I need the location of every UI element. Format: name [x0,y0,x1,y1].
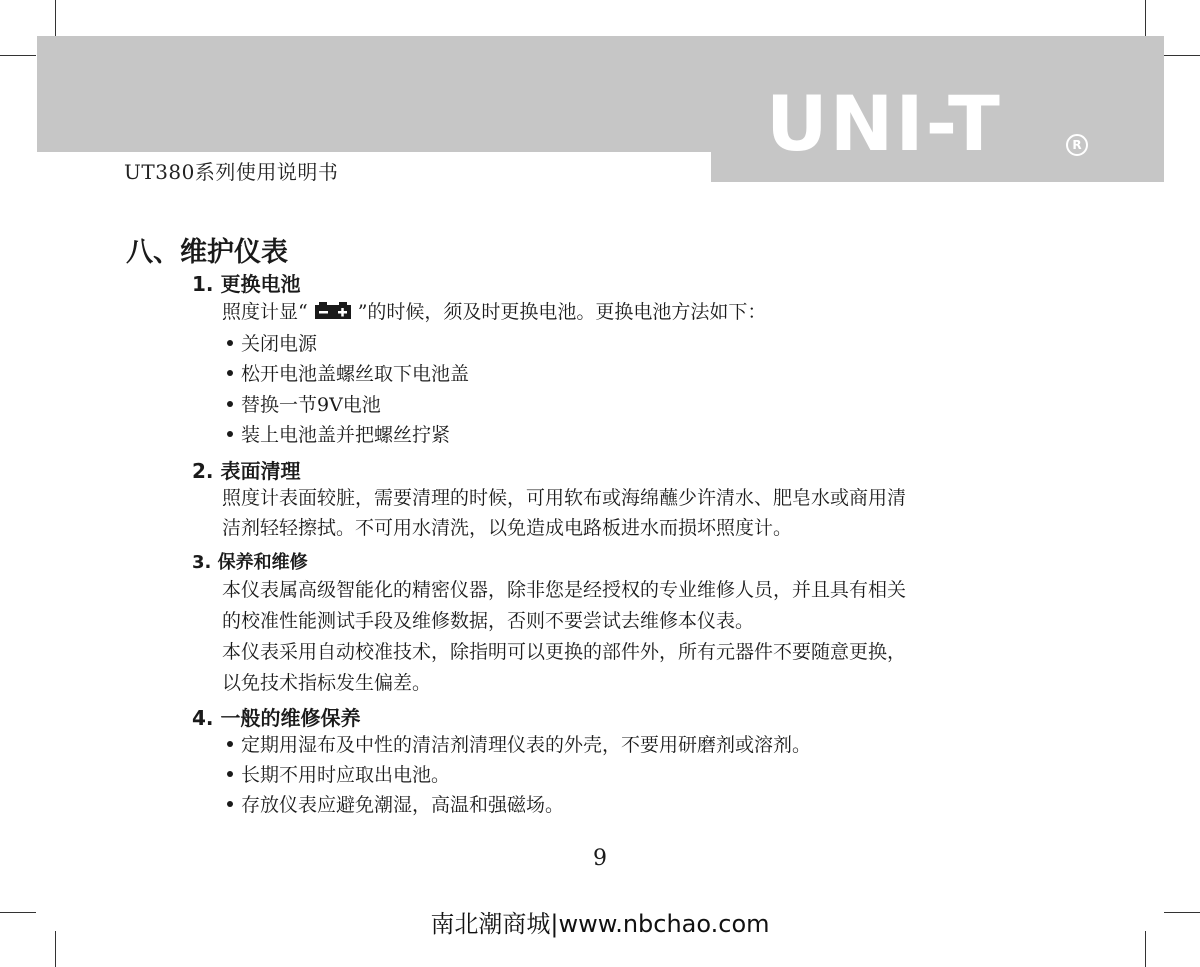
maintenance-line: 本仪表属高级智能化的精密仪器，除非您是经授权的专业维修人员，并且具有相关 [222,579,907,601]
cleaning-heading: 2. 表面清理 [192,459,301,483]
page-number: 9 [593,846,607,871]
general-item: 定期用湿布及中性的清洁剂清理仪表的外壳，不要用研磨剂或溶剂。 [227,735,811,755]
maintenance-line: 本仪表采用自动校准技术，除指明可以更换的部件外，所有元器件不要随意更换， [222,641,907,663]
cleaning-line: 洁剂轻轻擦拭。不可用水清洗，以免造成电路板进水而损坏照度计。 [222,517,793,539]
low-battery-icon [314,302,352,320]
maintenance-heading: 3. 保养和维修 [192,552,308,573]
battery-intro-after: ”的时候，须及时更换电池。更换电池方法如下： [357,301,767,323]
crop-mark [1164,55,1200,56]
bullet-icon [227,401,233,407]
crop-mark [0,55,36,56]
general-item: 存放仪表应避免潮湿，高温和强磁场。 [227,795,564,815]
battery-heading: 1. 更换电池 [192,272,301,296]
registered-mark-icon: R [1066,134,1088,156]
section-title: 八、维护仪表 [126,237,288,268]
crop-mark [55,0,56,36]
general-heading: 4. 一般的维修保养 [192,706,361,730]
battery-intro [222,302,766,322]
bullet-icon [227,370,233,376]
bullet-icon [227,801,233,807]
bullet-icon [227,741,233,747]
crop-mark [1145,0,1146,36]
battery-step: 装上电池盖并把螺丝拧紧 [227,425,450,445]
cleaning-line: 照度计表面较脏，需要清理的时候，可用软布或海绵蘸少许清水、肥皂水或商用清 [222,487,907,509]
bullet-icon [227,431,233,437]
battery-step: 松开电池盖螺丝取下电池盖 [227,364,469,384]
general-item: 长期不用时应取出电池。 [227,765,450,785]
battery-intro-before: 照度计显“ [222,301,308,323]
bullet-icon [227,771,233,777]
battery-step: 关闭电源 [227,334,317,354]
battery-step: 替换一节9V电池 [227,395,381,415]
footer-watermark: 南北潮商城|www.nbchao.com [430,910,770,938]
bullet-icon [227,340,233,346]
brand-logo: UNI-T [766,79,1002,168]
maintenance-line: 的校准性能测试手段及维修数据，否则不要尝试去维修本仪表。 [222,610,755,632]
document-title: UT380系列使用说明书 [124,160,339,184]
maintenance-line: 以免技术指标发生偏差。 [222,672,432,694]
